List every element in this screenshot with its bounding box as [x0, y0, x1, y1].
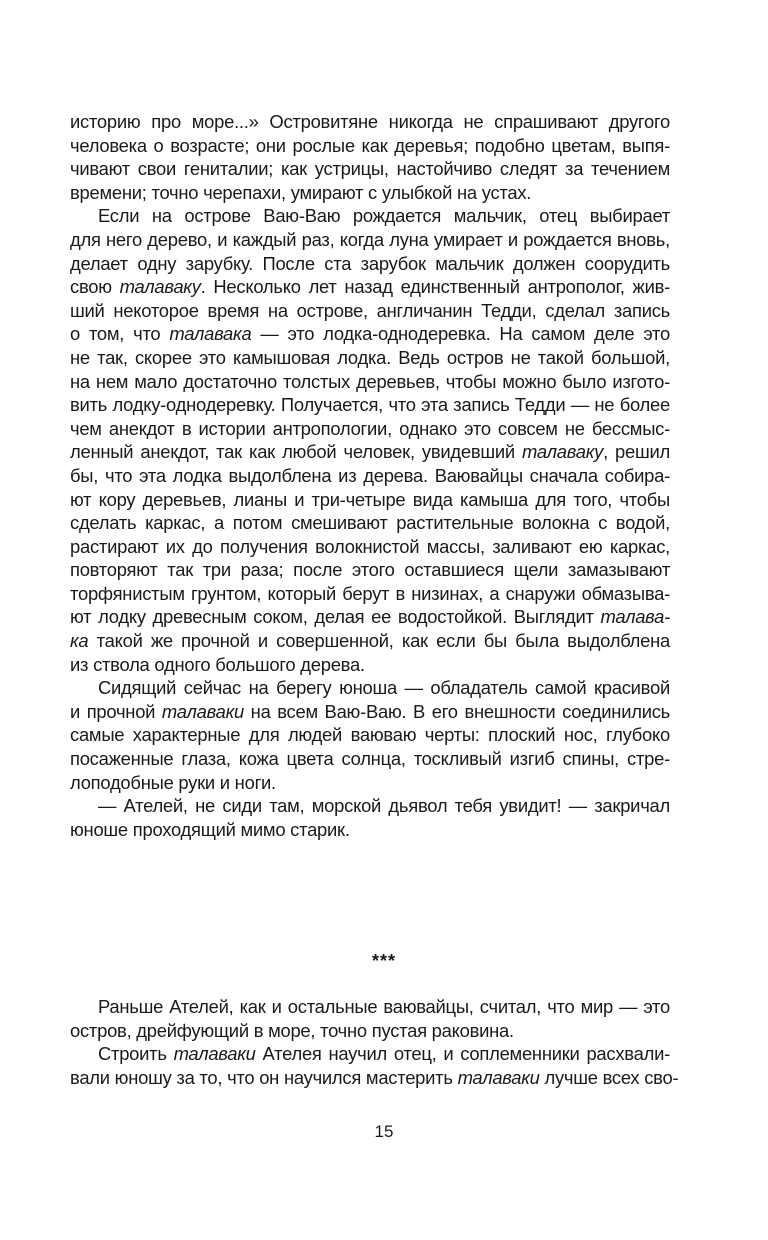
text-line: повторяют так три раза; после этого оставшиеся щели замазывают: [70, 559, 670, 581]
text-line: вить лодку-однодеревку. Получается, что эта запись Тедди — не более: [70, 394, 670, 416]
text-line: торфянистым грунтом, который берут в низинах, а снаружи обмазыва-: [70, 582, 670, 604]
section-separator: ***: [371, 951, 396, 971]
text-line: чивают свои гениталии; как устрицы, настойчиво следят за течением: [70, 158, 670, 180]
text-line: самые характерные для людей ваюваю черты: плоский нос, глубоко: [70, 724, 670, 746]
text-line: историю про море...» Островитяне никогда не спрашивают другого: [70, 111, 670, 132]
text-line: ют кору деревьев, лианы и три-четыре вида камыша для того, чтобы: [70, 488, 670, 510]
text-line: и прочной талаваки на всем Ваю-Ваю. В его внешности соединились: [70, 700, 670, 722]
text-line: ка такой же прочной и совершенной, как если бы была выдолблена: [70, 630, 670, 652]
body-text-lower: [70, 995, 679, 1089]
text-line: юноше проходящий мимо старик.: [70, 818, 350, 840]
text-line: свою талаваку. Несколько лет назад единственный антрополог, жив-: [70, 276, 670, 298]
text-line: ленный анекдот, так как любой человек, увидевший талаваку, решил: [70, 441, 671, 463]
text-line: лоподобные руки и ноги.: [70, 771, 276, 793]
text-line: из ствола одного большого дерева.: [70, 653, 365, 675]
text-line: чем анекдот в истории антропологии, однако это совсем не бессмыс-: [70, 417, 670, 439]
text-line: посаженные глаза, кожа цвета солнца, тоскливый изгиб спины, стре-: [70, 748, 670, 770]
text-line: — Ателей, не сиди там, морской дьявол тебя увидит! — закричал: [98, 795, 670, 817]
text-line: Раньше Ателей, как и остальные ваювайцы, считал, что мир — это: [98, 996, 670, 1017]
text-line: о том, что талавака — это лодка-однодеревка. На самом деле это: [70, 323, 671, 345]
text-line: ший некоторое время на острове, англичанин Тедди, сделал запись: [70, 299, 670, 321]
text-line: на нем мало достаточно толстых деревьев, чтобы можно было изгото-: [70, 370, 670, 392]
text-line: времени; точно черепахи, умирают с улыбкой на устах.: [70, 181, 532, 203]
text-line: растирают их до получения волокнистой массы, заливают ею каркас,: [70, 535, 670, 557]
text-line: делает одну зарубку. После ста зарубок мальчик должен соорудить: [70, 252, 670, 274]
text-line: не так, скорее это камышовая лодка. Ведь остров не такой большой,: [70, 346, 670, 368]
text-line: Если на острове Ваю-Ваю рождается мальчик, отец выбирает: [98, 205, 670, 227]
text-line: вали юношу за то, что он научился мастерить талаваки лучше всех сво-: [70, 1066, 679, 1088]
text-line: человека о возрасте; они рослые как деревья; подобно цветам, выпя-: [70, 134, 670, 156]
body-text-upper: [70, 110, 670, 841]
text-line: бы, что эта лодка выдолблена из дерева. Ваювайцы сначала собира-: [70, 464, 670, 486]
text-line: сделать каркас, а потом смешивают растительные волокна с водой,: [70, 512, 670, 534]
text-line: ют лодку древесным соком, делая ее водостойкой. Выглядит талава-: [70, 606, 670, 628]
page-number: 15: [374, 1122, 394, 1141]
text-line: Сидящий сейчас на берегу юноша — обладатель самой красивой: [98, 677, 670, 699]
text-line: для него дерево, и каждый раз, когда луна умирает и рождается вновь,: [70, 228, 670, 250]
text-line: Строить талаваки Ателея научил отец, и соплеменники расхвали-: [98, 1043, 670, 1065]
text-line: остров, дрейфующий в море, точно пустая раковина.: [70, 1019, 514, 1041]
